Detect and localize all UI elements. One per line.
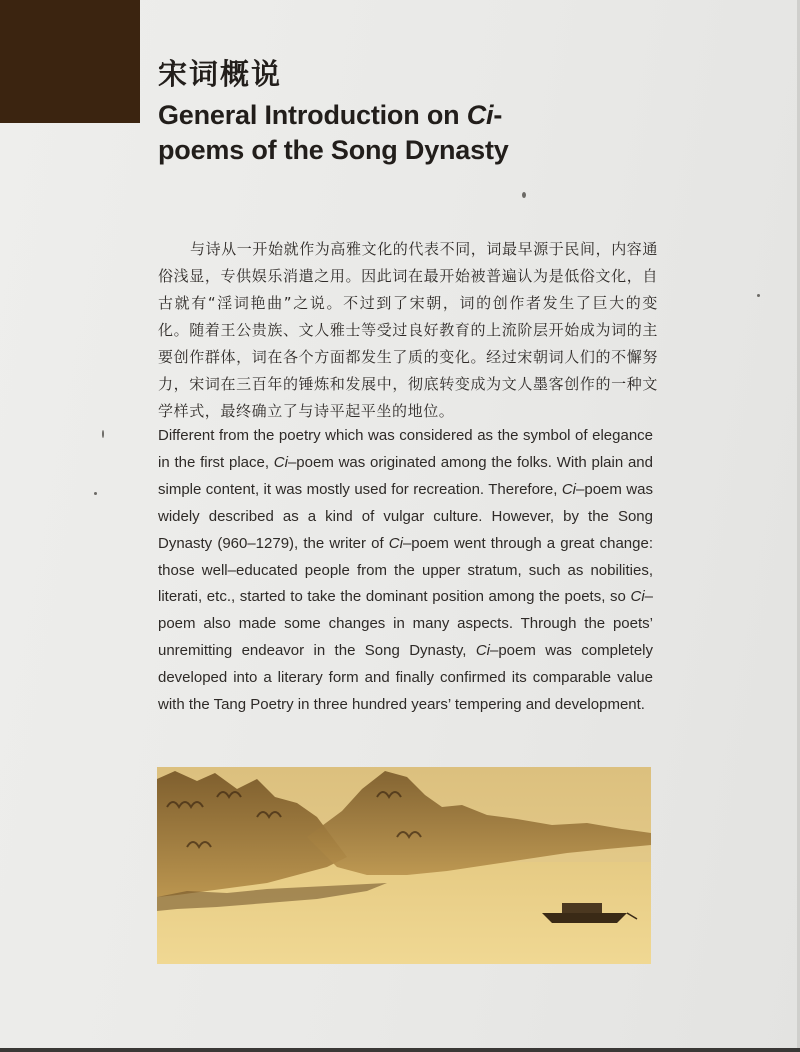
english-title-part: - [493,100,503,130]
ci-italic-term: Ci [273,453,288,471]
english-title-part: General Introduction on [158,100,467,130]
english-text-segment: –poem was widely described as a kind of vulgar culture. However, by the Song Dynasty (960–1279), the writer of [158,480,653,552]
english-text-segment: –poem was completely developed into a literary form and finally confirmed its comparable value with the Tang Poetry in three hundred years’ tempering and development. [158,642,653,714]
ci-italic-term: Ci [630,588,645,606]
chinese-paragraph: 与诗从一开始就作为高雅文化的代表不同，词最早源于民间，内容通俗浅显，专供娱乐消遣之用。因此词在最开始被普遍认为是低俗文化，自古就有“淫词艳曲”之说。不过到了宋朝，词的创作者发生了巨大的变化。随着王公贵族、文人雅士等受过良好教育的上流阶层开始成为词的主要创作群体，词在各个方面都发生了质的变化。经过宋朝词人们的不懈努力，宋词在三百年的锤炼和发展中，彻底转变成为文人墨客创作的一种文学样式，最终确立了与诗平起平坐的地位。 [158,240,659,420]
english-title-italic: Ci [466,100,494,130]
english-text-segment: –poem also made some changes in many aspects. Through the poets’ unremitting endeavor in the Song Dynasty, [158,588,653,660]
paper-speck [522,192,526,198]
english-title [158,98,578,168]
chinese-title: 宋词概说 [158,57,283,91]
english-title-line2: poems of the Song Dynasty [158,135,509,165]
paper-speck [94,492,97,495]
landscape-painting [157,767,651,964]
ci-italic-term: Ci [388,534,403,552]
paper-speck [102,430,104,438]
english-text-segment: Different from the poetry which was considered as the symbol of elegance in the first place, [158,427,653,471]
paper-speck [757,294,760,297]
page-bottom-edge [0,1048,800,1052]
english-text-segment: –poem went through a great change: those well–educated people from the upper stratum, such as nobilities, literati, etc., started to take the dominant position among the poets, so [158,534,653,606]
corner-color-block [0,0,140,123]
ci-italic-term: Ci [561,480,577,498]
ci-italic-term: Ci [475,642,490,660]
english-text-segment: –poem was originated among the folks. With plain and simple content, it was mostly used for recreation. Therefore, [158,453,653,498]
english-paragraph [158,423,653,719]
landscape-painting-svg [157,767,651,964]
